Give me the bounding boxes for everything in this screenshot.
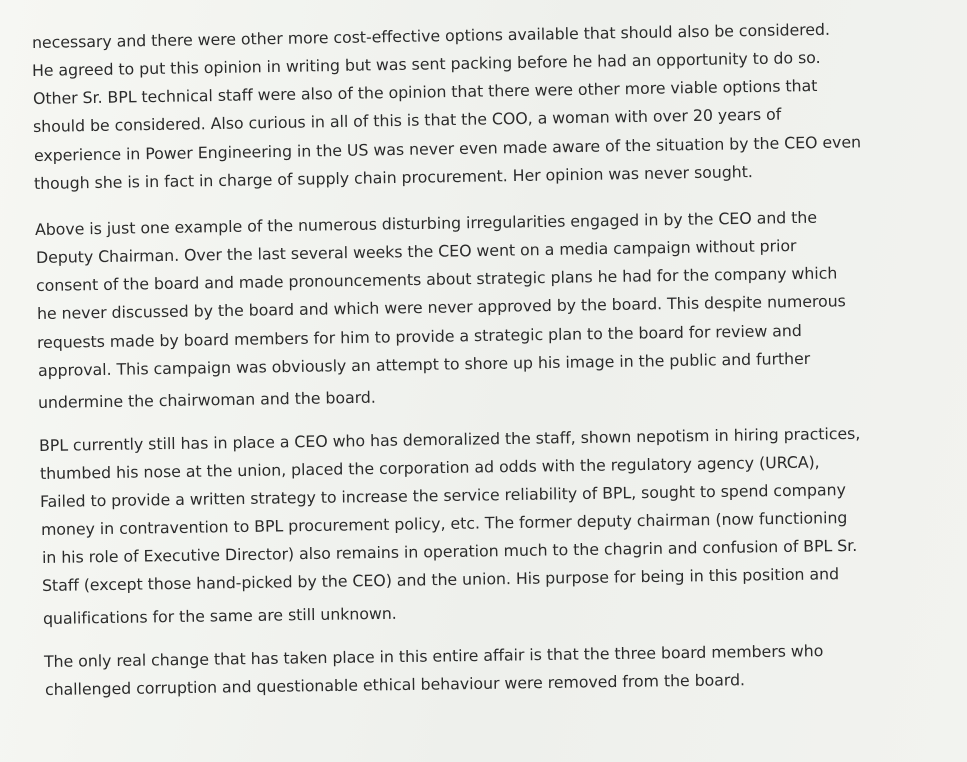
paragraph-3-line-6: Staff (except those hand-picked by the CEO) and the union. His purpose for being in this position and bbox=[41, 564, 840, 595]
paragraph-1-line-3: Other Sr. BPL technical staff were also of the opinion that there were other more viable options that bbox=[32, 75, 818, 108]
paragraph-3-line-3: Failed to provide a written strategy to increase the service reliability of BPL, sought to spend company bbox=[39, 480, 846, 511]
paragraph-2-line-2: Deputy Chairman. Over the last several weeks the CEO went on a media campaign without prior bbox=[35, 236, 797, 267]
paragraph-2-line-4: he never discussed by the board and which were never approved by the board. This despite numerous bbox=[36, 291, 846, 323]
paragraph-3-line-2: thumbed his nose at the union, placed the corporation ad odds with the regulatory agency (URCA), bbox=[39, 452, 820, 483]
paragraph-1-line-1: necessary and there were other more cost-effective options available that should also be considered. bbox=[31, 19, 831, 52]
paragraph-4-line-2: challenged corruption and questionable ethical behaviour were removed from the board. bbox=[44, 670, 746, 699]
paragraph-1-line-6: though she is in fact in charge of supply chain procurement. Her opinion was never sought. bbox=[33, 162, 753, 193]
paragraph-3-line-1: BPL currently still has in place a CEO who has demoralized the staff, shown nepotism in hiring practices, bbox=[38, 423, 861, 455]
paragraph-3-line-4: money in contravention to BPL procurement policy, etc. The former deputy chairman (now functioning bbox=[40, 508, 848, 539]
paragraph-4-line-1: The only real change that has taken place in this entire affair is that the three board members who bbox=[43, 641, 824, 671]
paragraph-2-line-5: requests made by board members for him to provide a strategic plan to the board for review and bbox=[36, 320, 802, 352]
paragraph-1-line-5: experience in Power Engineering in the US was never even made aware of the situation by the CEO even bbox=[33, 132, 862, 165]
paragraph-3-line-5: in his role of Executive Director) also remains in operation much to the chagrin and confusion of BPL Sr. bbox=[41, 535, 858, 567]
paragraph-1-line-4: should be considered. Also curious in all of this is that the COO, a woman with over 20 years of bbox=[32, 104, 782, 136]
paragraph-2-line-6: approval. This campaign was obviously an attempt to shore up his image in the public and further bbox=[37, 348, 811, 380]
paragraph-1-line-2: He agreed to put this opinion in writing but was sent packing before he had an opportunity to do so. bbox=[31, 47, 821, 80]
paragraph-2-line-3: consent of the board and made pronouncements about strategic plans he had for the company which bbox=[35, 263, 838, 295]
paragraph-2-line-7: undermine the chairwoman and the board. bbox=[37, 387, 376, 412]
paragraph-3-line-7: qualifications for the same are still unknown. bbox=[42, 603, 397, 628]
paragraph-2-line-1: Above is just one example of the numerous disturbing irregularities engaged in by the CEO and the bbox=[34, 207, 818, 239]
